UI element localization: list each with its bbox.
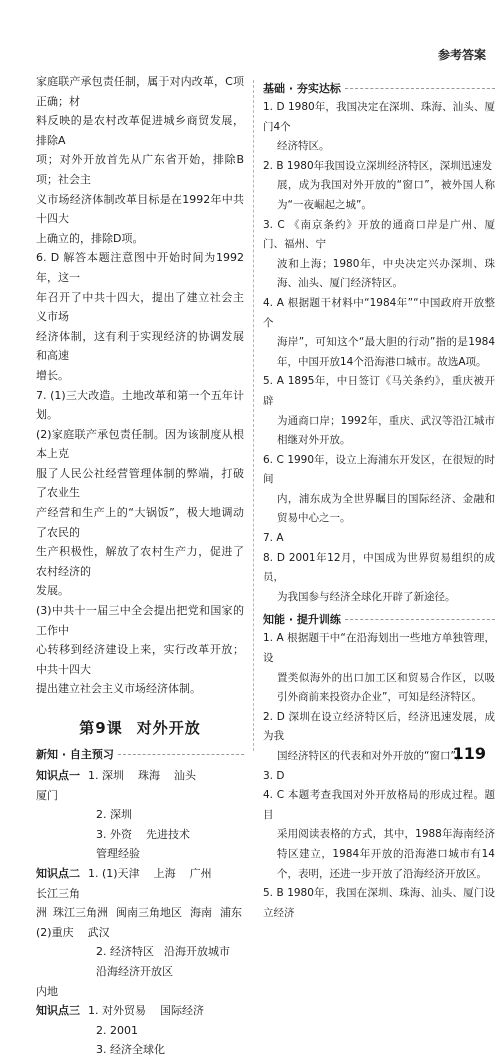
text-line: 经济体制，这有利于实现经济的协调发展和高速 [36, 329, 244, 363]
answer-continuation: 为通商口岸；1992年，重庆、武汉等沿江城市相继对外开放。 [277, 414, 495, 447]
fill-answer: 珠江三角洲 [53, 906, 108, 920]
fill-answer: 海南 [190, 906, 212, 920]
answer-item [263, 216, 495, 294]
basic-practice-label: 基础 · 夯实达标 [263, 82, 341, 95]
answer-item [263, 529, 495, 549]
fill-answer: 管理经验 [96, 847, 140, 861]
answer-continuation: 波和上海；1980年，中央决定兴办深圳、珠海、汕头、厦门经济特区。 [277, 257, 495, 290]
fill-answer: 上海 [153, 866, 176, 880]
answer-item [263, 884, 495, 923]
answer-continuation: 国经济特区的代表和对外开放的“窗口”。 [277, 750, 467, 762]
text-line: 义市场经济体制改革目标是在1992年中共十四大 [36, 192, 244, 226]
knowledge-point-1 [36, 766, 244, 864]
basic-practice-answers [263, 98, 495, 607]
text-line: 心转移到经济建设上来，实行改革开放；中共十四大 [36, 643, 244, 676]
fill-answer: 长江三角 [36, 886, 80, 900]
answer-first-line: 6. C 1990年，设立上海浦东开发区，在很短的时间 [263, 453, 495, 486]
answer-7 [36, 386, 244, 700]
advanced-practice-heading [263, 611, 495, 627]
dashed-rule [118, 754, 244, 755]
fill-answer: 3. 外资 [96, 827, 132, 841]
advanced-practice-label: 知能 · 提升训练 [263, 613, 341, 627]
answer-continuation: 经济特区。 [277, 140, 330, 153]
lesson-title [36, 717, 244, 738]
fill-answer: 先进技术 [146, 827, 190, 841]
column-divider [253, 80, 254, 751]
right-column [263, 80, 495, 923]
answer-first-line: 5. B 1980年，我国在深圳、珠海、汕头、厦门设立经济 [263, 887, 495, 919]
answer-first-line: 8. D 2001年12月，中国成为世界贸易组织的成员， [263, 551, 495, 584]
text-line: 发展。 [36, 584, 69, 598]
answer-continuation: 展，成为我国对外开放的“窗口”，被外国人称为“一夜崛起之城”。 [277, 179, 495, 211]
fill-answer: 厦门 [36, 788, 58, 802]
answer-first-line: 4. A 根据题干材料中“1984年”“中国政府开放整个 [263, 296, 495, 329]
answer-first-line: 5. A 1895年，中日签订《马关条约》，重庆被开辟 [263, 375, 495, 407]
fill-answer: 汕头 [174, 769, 196, 782]
text-line: 上确立的，排除D项。 [36, 231, 144, 245]
answer-continuation: 采用阅读表格的方式，其中，1988年海南经济特区建立，1984年开放的沿海港口城市有14个，表明，还进一步开放了沿海经济开放区。 [277, 828, 495, 880]
fill-answer: 洲 [36, 906, 47, 920]
text-line: 6. D 解答本题注意图中开始时间为1992年，这一 [36, 251, 244, 284]
answer-continuation: 置类似海外的出口加工区和贸易合作区，以吸引外商前来投资办企业”，可知是经济特区。 [277, 671, 495, 704]
text-line: (3)中共十一届三中全会提出把党和国家的工作中 [36, 604, 244, 637]
answer-6 [36, 248, 244, 385]
fill-answer: 1. (1)天津 [88, 866, 140, 880]
kp-label: 知识点三 [36, 1004, 80, 1018]
answer-first-line: 2. B 1980年我国设立深圳经济特区，深圳迅速发 [263, 159, 493, 172]
text-line: 生产积极性，解放了农村生产力，促进了农村经济的 [36, 545, 244, 578]
answer-continuation: 内，浦东成为全世界瞩目的国际经济、金融和贸易中心之一。 [277, 492, 495, 525]
text-line: 项；对外开放首先从广东省开始，排除B项；社会主 [36, 153, 244, 186]
answer-continuation: 海岸”，可知这个“最大胆的行动”指的是1984年，中国开放14个沿海港口城市。故选A项。 [277, 336, 495, 368]
fill-answer: 广州 [189, 866, 212, 880]
fill-answer: 3. 经济全球化 [96, 1043, 165, 1057]
preview-heading-label: 新知 · 自主预习 [36, 748, 114, 761]
answer-item [263, 372, 495, 450]
fill-answer: 2. 2001 [96, 1023, 138, 1037]
text-line: 家庭联产承包责任制，属于对内改革，C项正确；材 [36, 75, 244, 108]
fill-answer: 武汉 [87, 925, 110, 939]
answer-5-continuation [36, 72, 244, 248]
answer-first-line: 4. C 本题考查我国对外开放格局的形成过程。题目 [263, 789, 495, 821]
fill-answer: 国际经济 [160, 1004, 204, 1018]
knowledge-point-2 [36, 864, 244, 1001]
dashed-rule [345, 88, 495, 89]
basic-practice-heading [263, 80, 495, 96]
kp-label: 知识点二 [36, 866, 80, 880]
answer-item [263, 767, 495, 787]
fill-answer: 浦东 [220, 906, 242, 920]
fill-answer: 沿海开放城市 [164, 945, 230, 959]
fill-answer: 沿海经济开放区 [96, 964, 173, 978]
answer-item [263, 451, 495, 529]
left-column [36, 72, 244, 1060]
text-line: 服了人民公社经营管理体制的弊端，打破了农业生 [36, 466, 244, 500]
fill-answer: 2. 经济特区 [96, 945, 154, 959]
answer-item [263, 786, 495, 884]
answer-item [263, 98, 495, 157]
answer-item [263, 629, 495, 707]
fill-answer: 2. 深圳 [96, 808, 132, 822]
answer-continuation: 为我国参与经济全球化开辟了新途径。 [277, 590, 456, 603]
text-line: 增长。 [36, 368, 69, 382]
fill-answer: 1. 深圳 [88, 769, 124, 782]
dashed-rule [345, 619, 495, 620]
answer-first-line: 2. D 深圳在设立经济特区后，经济迅速发展，成为我 [263, 710, 495, 743]
text-line: 料反映的是农村改革促进城乡商贸发展，排除A [36, 114, 244, 147]
lesson-name: 对外开放 [136, 719, 201, 737]
answer-item [263, 157, 495, 216]
text-line: 产经营和生产上的“大锅饭”，极大地调动了农民的 [36, 506, 244, 539]
answer-item [263, 549, 495, 608]
knowledge-point-3 [36, 1001, 244, 1060]
answer-first-line: 1. D 1980年，我国决定在深圳、珠海、汕头、厦门4个 [263, 101, 495, 133]
fill-answer: 闽南三角地区 [116, 906, 182, 920]
kp-label: 知识点一 [36, 769, 80, 782]
page-header-tag: 参考答案 [437, 48, 486, 62]
page-number: 119 [452, 744, 486, 763]
fill-answer: 珠海 [138, 769, 160, 782]
fill-answer: 1. 对外贸易 [88, 1004, 146, 1018]
answer-item [263, 294, 495, 372]
answer-first-line: 3. C 《南京条约》开放的通商口岸是广州、厦门、福州、宁 [263, 218, 495, 251]
text-line: 提出建立社会主义市场经济体制。 [36, 682, 201, 696]
fill-answer: 内地 [36, 984, 58, 998]
text-line: 年召开了中共十四大，提出了建立社会主义市场 [36, 290, 244, 324]
fill-answer: (2)重庆 [36, 925, 74, 939]
preview-heading [36, 746, 244, 762]
answer-first-line: 7. A [263, 532, 284, 545]
text-line: (2)家庭联产承包责任制。因为该制度从根本上克 [36, 427, 244, 461]
text-line: 7. (1)三大改造。土地改革和第一个五年计划。 [36, 388, 244, 422]
answer-first-line: 1. A 根据题干中“在沿海划出一些地方单独管理，设 [263, 632, 495, 665]
advanced-practice-answers [263, 629, 495, 923]
answer-first-line: 3. D [263, 769, 285, 782]
lesson-number: 第9课 [79, 719, 123, 737]
